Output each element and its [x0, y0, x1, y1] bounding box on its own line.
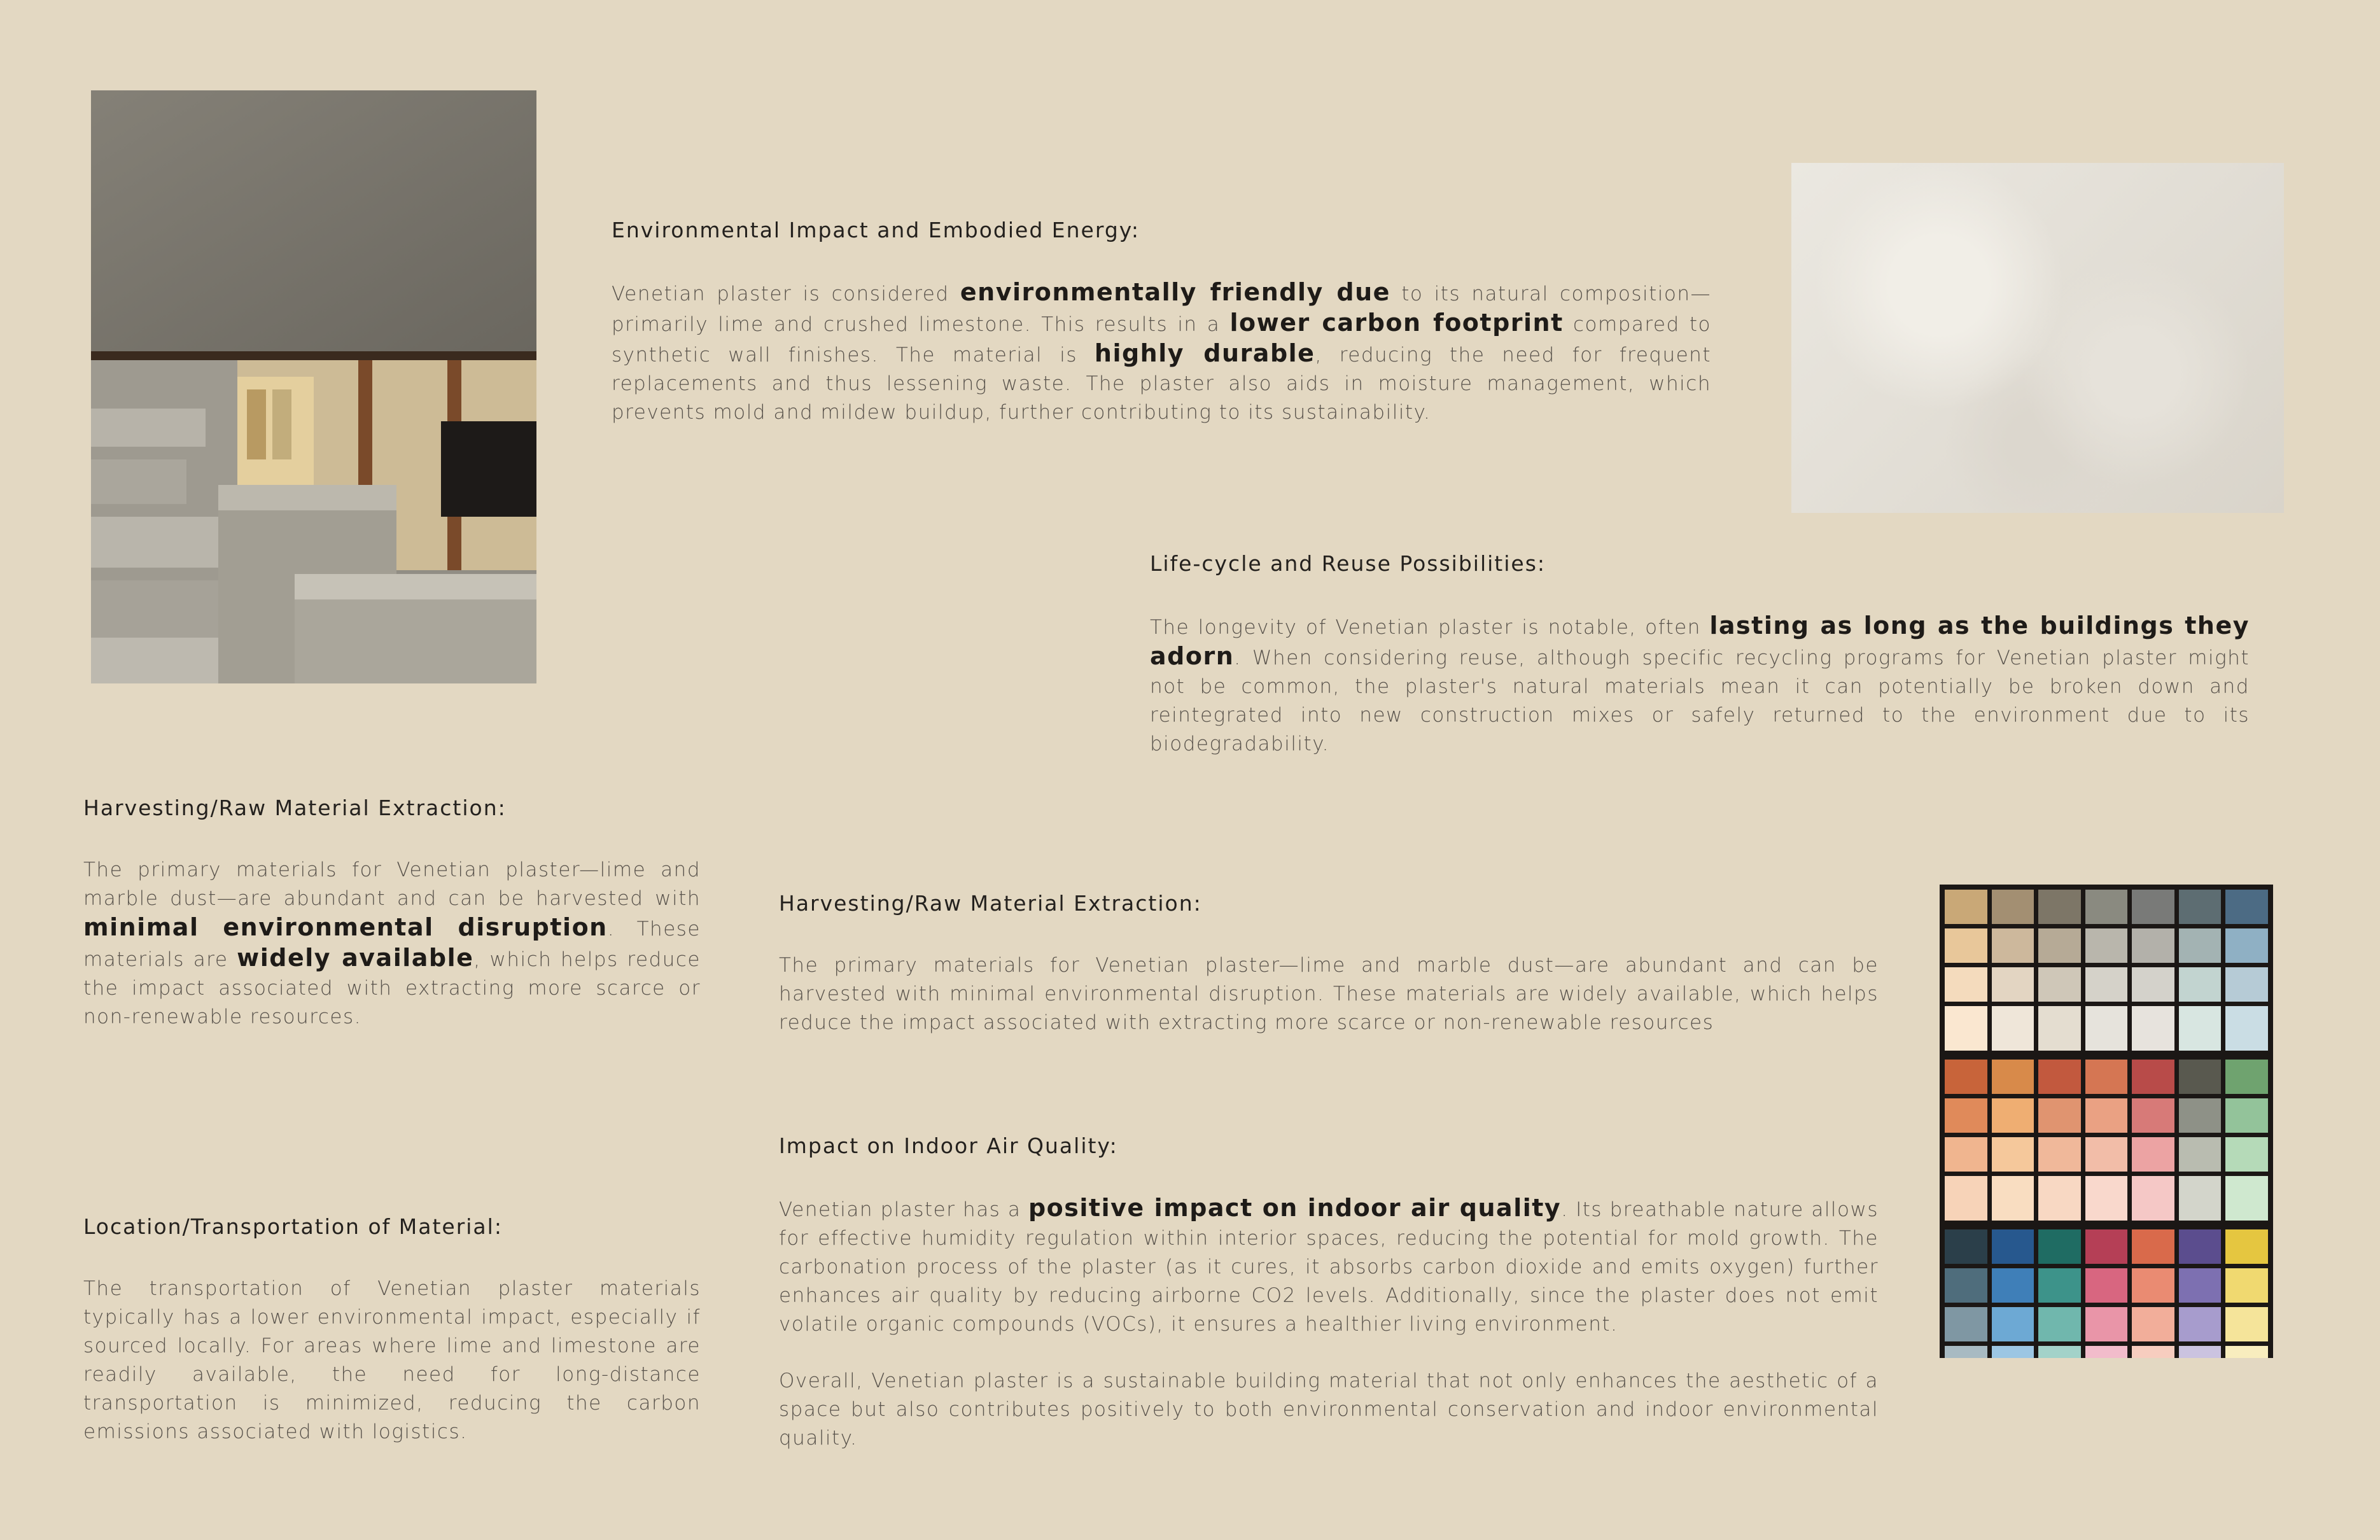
color-swatch	[2085, 967, 2128, 1002]
color-swatch	[2132, 1098, 2174, 1133]
color-swatch	[2132, 1137, 2174, 1172]
color-swatch	[2132, 1176, 2174, 1221]
color-swatch	[2225, 1006, 2268, 1051]
color-swatch	[2038, 967, 2081, 1002]
color-swatch	[2132, 1346, 2174, 1358]
color-swatch	[1945, 1307, 1987, 1341]
color-swatch	[1945, 967, 1987, 1002]
lifecycle-heading: Life-cycle and Reuse Possibilities:	[1150, 551, 1546, 576]
color-swatch	[2038, 890, 2081, 924]
text-run: compared to synthetic wall finishes. The material is	[612, 313, 1711, 367]
staircase-photo	[91, 90, 536, 683]
air-quality-section	[779, 1133, 1879, 1453]
lifecycle-section	[1150, 551, 2250, 759]
color-swatch	[2132, 1268, 2174, 1303]
color-swatch	[1945, 1229, 1987, 1264]
color-swatch	[2038, 928, 2081, 963]
color-swatch	[1992, 1006, 2034, 1051]
text-run: . These materials are	[83, 918, 701, 971]
color-swatch	[1945, 1098, 1987, 1133]
harvesting-center-section	[779, 891, 1879, 1037]
color-swatch	[2085, 1229, 2128, 1264]
color-swatch	[2132, 890, 2174, 924]
location-heading: Location/Transportation of Material:	[83, 1214, 503, 1239]
color-swatch	[1992, 1268, 2034, 1303]
color-swatch	[2038, 1176, 2081, 1221]
color-swatch	[2038, 1098, 2081, 1133]
color-swatch	[2179, 1176, 2222, 1221]
color-swatch	[2225, 1268, 2268, 1303]
text-run: Venetian plaster is considered	[612, 283, 960, 305]
harvesting-left-text	[83, 856, 701, 1032]
highlight-run: lasting as long as the buildings they adorn	[1150, 612, 2250, 670]
highlight-run: minimal environmental disruption	[83, 913, 608, 941]
swatch-group-colors	[1945, 1229, 2268, 1358]
harvesting-center-text: The primary materials for Venetian plaster—lime and marble dust—are abundant and can be harvested with minimal environmental disruption. These materials are widely available, which helps reduce the impact associated with extracting more scarce or non-renewable resources	[779, 954, 1879, 1034]
color-swatch	[2132, 1307, 2174, 1341]
color-swatch	[2179, 1268, 2222, 1303]
color-swatch	[2085, 1060, 2128, 1094]
color-swatch	[1992, 1346, 2034, 1358]
color-swatch	[2225, 1176, 2268, 1221]
color-swatch	[2179, 1060, 2222, 1094]
text-run: , reducing the need for frequent replacements and thus lessening waste. The plaster also aids in moisture management, which prevents mold and mildew buildup, further contributing to its sustainability.	[612, 344, 1711, 424]
text-run: . Its breathable nature allows for effective humidity regulation within interior spaces, reducing the potential for mold growth. The carbonation process of the plaster (as it cures, it absorbs carbon dioxide and emits oxygen) further enhances air quality by reducing airborne CO2 levels. Additionally, since the plaster does not emit volatile organic compounds (VOCs), it ensures a healthier living environment.	[779, 1198, 1879, 1336]
color-swatch	[1992, 1137, 2034, 1172]
harvesting-center-heading: Harvesting/Raw Material Extraction:	[779, 891, 1202, 916]
text-run: The longevity of Venetian plaster is notable, often	[1150, 616, 1710, 639]
color-swatch	[1945, 1176, 1987, 1221]
color-swatch	[2179, 967, 2222, 1002]
color-swatch	[2179, 1006, 2222, 1051]
highlight-run: widely available	[237, 944, 474, 972]
color-swatch	[2038, 1229, 2081, 1264]
highlight-run: environmentally friendly due	[960, 278, 1390, 306]
color-swatch	[2225, 1307, 2268, 1341]
color-swatch	[2038, 1137, 2081, 1172]
color-swatch-chart	[1940, 885, 2273, 1358]
color-swatch	[2038, 1346, 2081, 1358]
plaster-texture-photo	[1791, 163, 2284, 513]
color-swatch	[1992, 890, 2034, 924]
swatch-group-warms	[1945, 1060, 2268, 1221]
color-swatch	[1945, 1268, 1987, 1303]
staircase-illustration	[91, 90, 536, 683]
conclusion-text: Overall, Venetian plaster is a sustainable building material that not only enhances the aesthetic of a space but also contributes positively to both environmental conservation and indoor environmental quality.	[779, 1369, 1879, 1450]
air-quality-text	[779, 1194, 1879, 1339]
color-swatch	[2085, 1307, 2128, 1341]
color-swatch	[2085, 1006, 2128, 1051]
color-swatch	[2038, 1060, 2081, 1094]
color-swatch	[2085, 890, 2128, 924]
env-impact-text	[612, 278, 1711, 427]
color-swatch	[2179, 1229, 2222, 1264]
color-swatch	[1945, 1006, 1987, 1051]
harvesting-left-heading: Harvesting/Raw Material Extraction:	[83, 795, 507, 820]
color-swatch	[2132, 1006, 2174, 1051]
color-swatch	[1992, 1229, 2034, 1264]
location-text: The transportation of Venetian plaster materials typically has a lower environmental impact, especially if sourced locally. For areas where lime and limestone are readily available, the need for long-distance transportation is minimized, reducing the carbon emissions associated with logistics.	[83, 1277, 701, 1443]
color-swatch	[2179, 1137, 2222, 1172]
text-run: to its natural composition—primarily lime and crushed limestone. This results in a	[612, 283, 1711, 336]
color-swatch	[2085, 1098, 2128, 1133]
color-swatch	[2179, 1098, 2222, 1133]
color-swatch	[2085, 1176, 2128, 1221]
color-swatch	[2225, 1060, 2268, 1094]
color-swatch	[2225, 967, 2268, 1002]
color-swatch	[1992, 1307, 2034, 1341]
lifecycle-text	[1150, 612, 2250, 759]
color-swatch	[2085, 928, 2128, 963]
color-swatch	[2085, 1268, 2128, 1303]
color-swatch	[2225, 1229, 2268, 1264]
color-swatch	[2179, 928, 2222, 963]
air-quality-heading: Impact on Indoor Air Quality:	[779, 1133, 1118, 1158]
text-run: The primary materials for Venetian plaster—lime and marble dust—are abundant and can be harvested with	[83, 858, 701, 910]
color-swatch	[2038, 1307, 2081, 1341]
text-run: Venetian plaster has a	[779, 1198, 1028, 1221]
color-swatch	[1945, 890, 1987, 924]
highlight-run: positive impact on indoor air quality	[1028, 1194, 1562, 1222]
env-impact-heading: Environmental Impact and Embodied Energy:	[612, 218, 1140, 242]
color-swatch	[2132, 967, 2174, 1002]
swatch-group-neutrals	[1945, 890, 2268, 1051]
color-swatch	[2225, 1098, 2268, 1133]
color-swatch	[2132, 928, 2174, 963]
color-swatch	[1945, 1060, 1987, 1094]
highlight-run: lower carbon footprint	[1229, 309, 1564, 337]
color-swatch	[2225, 890, 2268, 924]
color-swatch	[1992, 967, 2034, 1002]
color-swatch	[2225, 1346, 2268, 1358]
color-swatch	[2085, 1346, 2128, 1358]
highlight-run: highly durable	[1094, 339, 1315, 367]
color-swatch	[2132, 1060, 2174, 1094]
color-swatch	[1945, 1137, 1987, 1172]
color-swatch	[2085, 1137, 2128, 1172]
color-swatch	[2132, 1229, 2174, 1264]
color-swatch	[1992, 1176, 2034, 1221]
color-swatch	[2225, 1137, 2268, 1172]
color-swatch	[2225, 928, 2268, 963]
harvesting-left-section	[83, 795, 701, 1032]
location-section	[83, 1214, 701, 1446]
color-swatch	[2179, 1307, 2222, 1341]
color-swatch	[1992, 1060, 2034, 1094]
color-swatch	[1992, 928, 2034, 963]
color-swatch	[2179, 1346, 2222, 1358]
color-swatch	[2038, 1268, 2081, 1303]
color-swatch	[1945, 928, 1987, 963]
color-swatch	[2038, 1006, 2081, 1051]
text-run: , which helps reduce the impact associated with extracting more scarce or non-renewable resources.	[83, 948, 701, 1028]
color-swatch	[1945, 1346, 1987, 1358]
env-impact-section	[612, 218, 1711, 427]
text-run: . When considering reuse, although specific recycling programs for Venetian plaster might not be common, the plaster's natural materials mean it can potentially be broken down and reintegrated into new construction mixes or safely returned to the environment due to its biodegradability.	[1150, 647, 2250, 755]
color-swatch	[1992, 1098, 2034, 1133]
color-swatch	[2179, 890, 2222, 924]
